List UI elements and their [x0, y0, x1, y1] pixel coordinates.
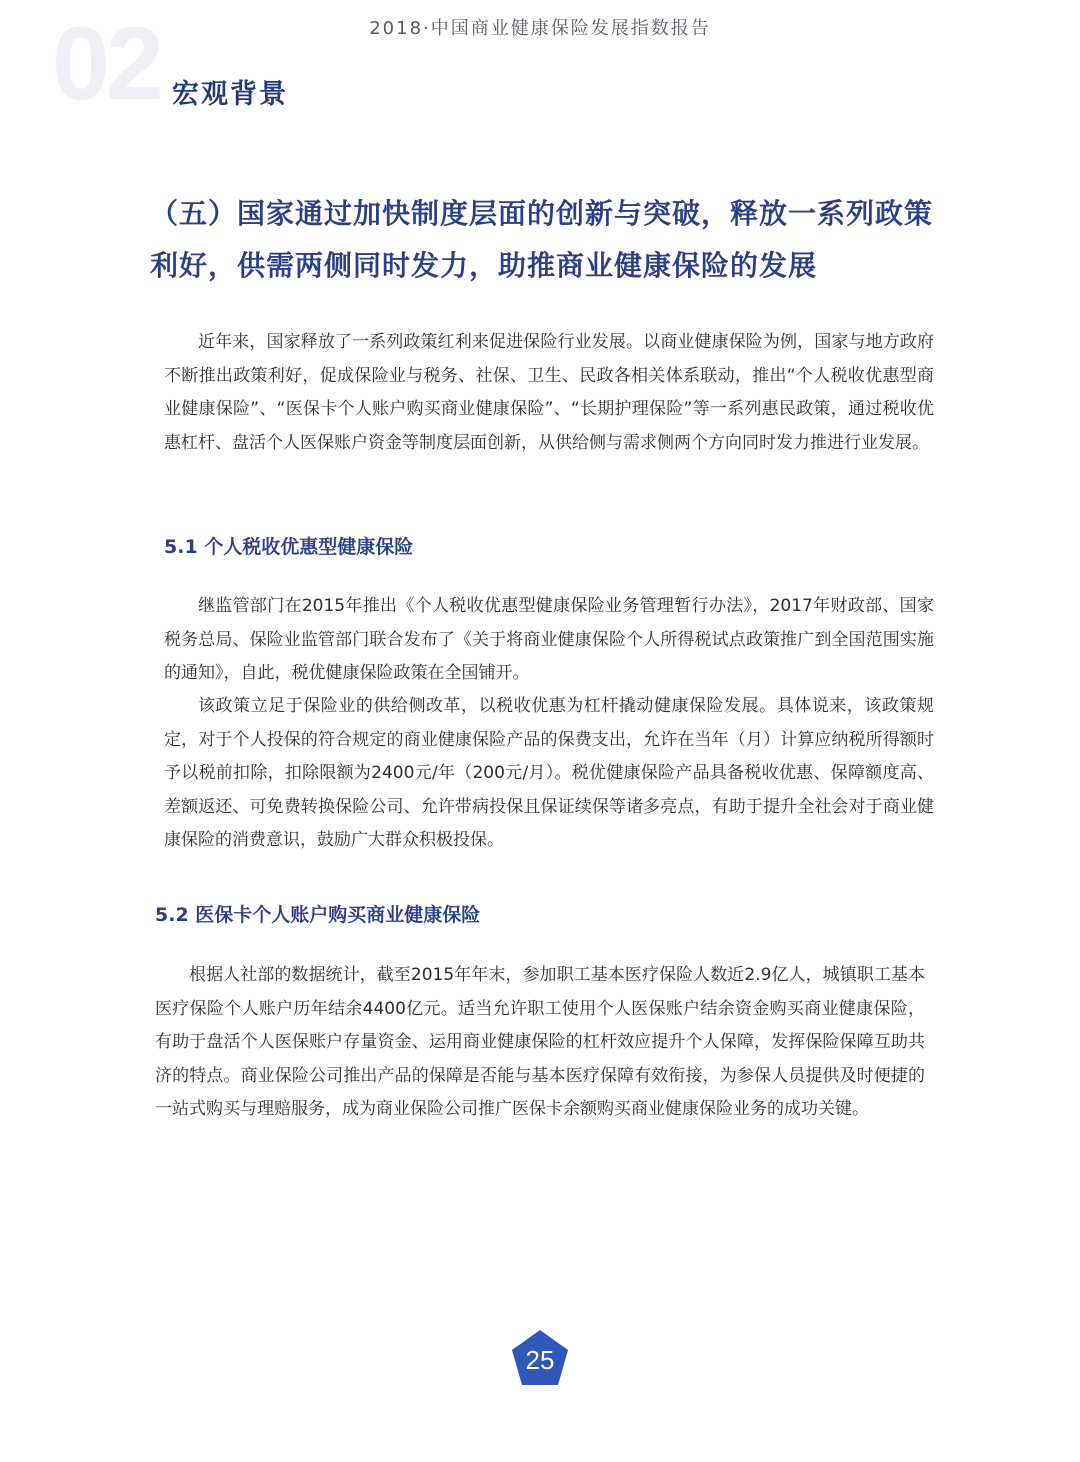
intro-paragraph: 近年来，国家释放了一系列政策红利来促进保险行业发展。以商业健康保险为例，国家与地方政府不断推出政策利好，促成保险业与税务、社保、卫生、民政各相关体系联动，推出“个人税收优惠型商业健康保险”、“医保卡个人账户购买商业健康保险”、“长期护理保险”等一系列惠民政策，通过税收优惠杠杆、盘活个人医保账户资金等制度层面创新，从供给侧与需求侧两个方向同时发力推进行业发展。 [164, 332, 934, 453]
report-title: 2018·中国商业健康保险发展指数报告 [369, 18, 711, 39]
section-heading: （五）国家通过加快制度层面的创新与突破，释放一系列政策利好，供需两侧同时发力，助推商业健康保险的发展 [150, 197, 934, 282]
chapter-number: 02 [52, 6, 160, 122]
page-number: 25 [525, 1345, 555, 1375]
subsection-5-1-paragraph-2: 该政策立足于保险业的供给侧改革，以税收优惠为杠杆撬动健康保险发展。具体说来，该政策规定，对于个人投保的符合规定的商业健康保险产品的保费支出，允许在当年（月）计算应纳税所得额时予以税前扣除，扣除限额为2400元/年（200元/月）。税优健康保险产品具备税收优惠、保障额度高、差额返还、可免费转换保险公司、允许带病投保且保证续保等诸多亮点，有助于提升全社会对于商业健康保险的消费意识，鼓励广大群众积极投保。 [164, 696, 934, 850]
chapter-title: 宏观背景 [172, 79, 288, 110]
page-number-badge [510, 1328, 570, 1388]
subsection-title-5-2: 5.2 医保卡个人账户购买商业健康保险 [155, 904, 481, 926]
subsection-5-1-paragraph-1: 继监管部门在2015年推出《个人税收优惠型健康保险业务管理暂行办法》，2017年财政部、国家税务总局、保险业监管部门联合发布了《关于将商业健康保险个人所得税试点政策推广到全国范围实施的通知》，自此，税优健康保险政策在全国铺开。 [164, 596, 934, 683]
subsection-title-5-1: 5.1 个人税收优惠型健康保险 [164, 536, 414, 558]
subsection-5-2-paragraph-1: 根据人社部的数据统计，截至2015年年末，参加职工基本医疗保险人数近2.9亿人，城镇职工基本医疗保险个人账户历年结余4400亿元。适当允许职工使用个人医保账户结余资金购买商业健康保险，有助于盘活个人医保账户存量资金、运用商业健康保险的杠杆效应提升个人保障，发挥保险保障互助共济的特点。商业保险公司推出产品的保障是否能与基本医疗保障有效衔接，为参保人员提供及时便捷的一站式购买与理赔服务，成为商业保险公司推广医保卡余额购买商业健康保险业务的成功关键。 [155, 965, 925, 1119]
